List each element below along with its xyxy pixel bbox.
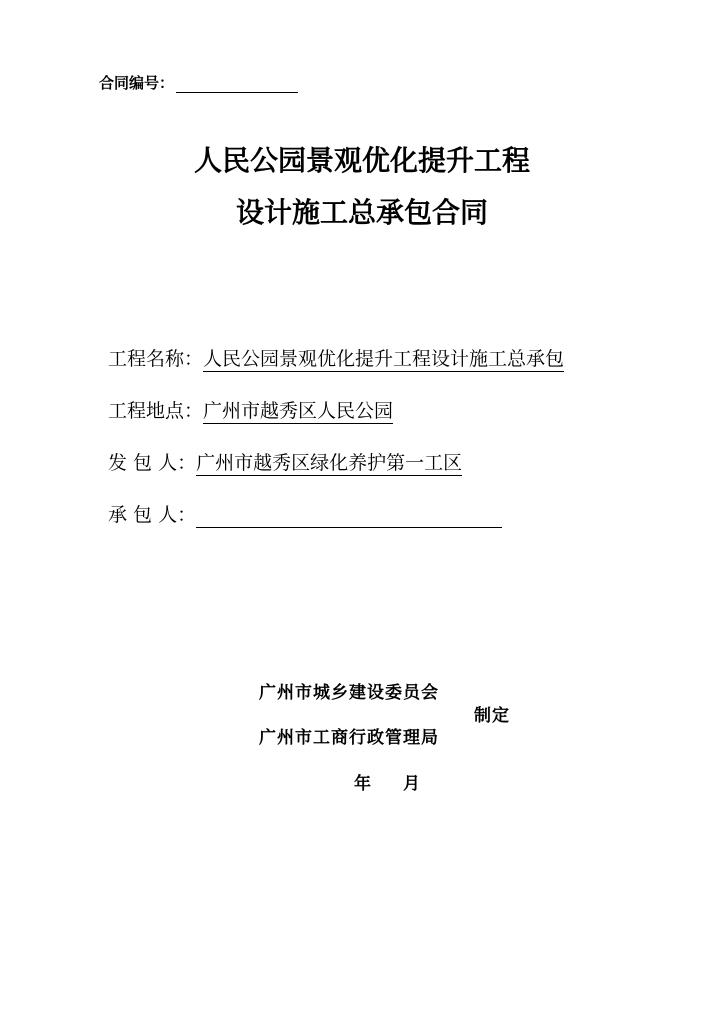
issuer-suffix: 制定 xyxy=(474,706,510,726)
project-location-field xyxy=(108,398,393,424)
contract-number-label: 合同编号： xyxy=(99,74,175,92)
project-name-value: 人民公园景观优化提升工程设计施工总承包 xyxy=(203,348,565,370)
contract-number-blank xyxy=(176,77,298,93)
document-title-line-2: 设计施工总承包合同 xyxy=(235,196,488,229)
issuer-construction-committee: 广州市城乡建设委员会 xyxy=(259,683,439,703)
issue-date xyxy=(354,773,420,795)
project-location-value: 广州市越秀区人民公园 xyxy=(203,400,394,422)
project-name-label: 工程名称： xyxy=(108,348,204,370)
contractor-value xyxy=(196,505,502,528)
date-year: 年 xyxy=(354,774,371,794)
employer-field xyxy=(108,450,462,476)
contractor-field xyxy=(108,502,502,528)
employer-label: 发 包 人： xyxy=(108,452,197,474)
project-name-field xyxy=(108,346,564,372)
employer-value: 广州市越秀区绿化养护第一工区 xyxy=(196,452,463,474)
document-title-line-1: 人民公园景观优化提升工程 xyxy=(193,144,530,177)
issuer-commerce-bureau: 广州市工商行政管理局 xyxy=(259,728,439,748)
project-location-label: 工程地点： xyxy=(108,400,204,422)
contractor-label: 承 包 人： xyxy=(108,504,197,526)
contract-number xyxy=(99,73,298,93)
date-month: 月 xyxy=(403,774,420,794)
